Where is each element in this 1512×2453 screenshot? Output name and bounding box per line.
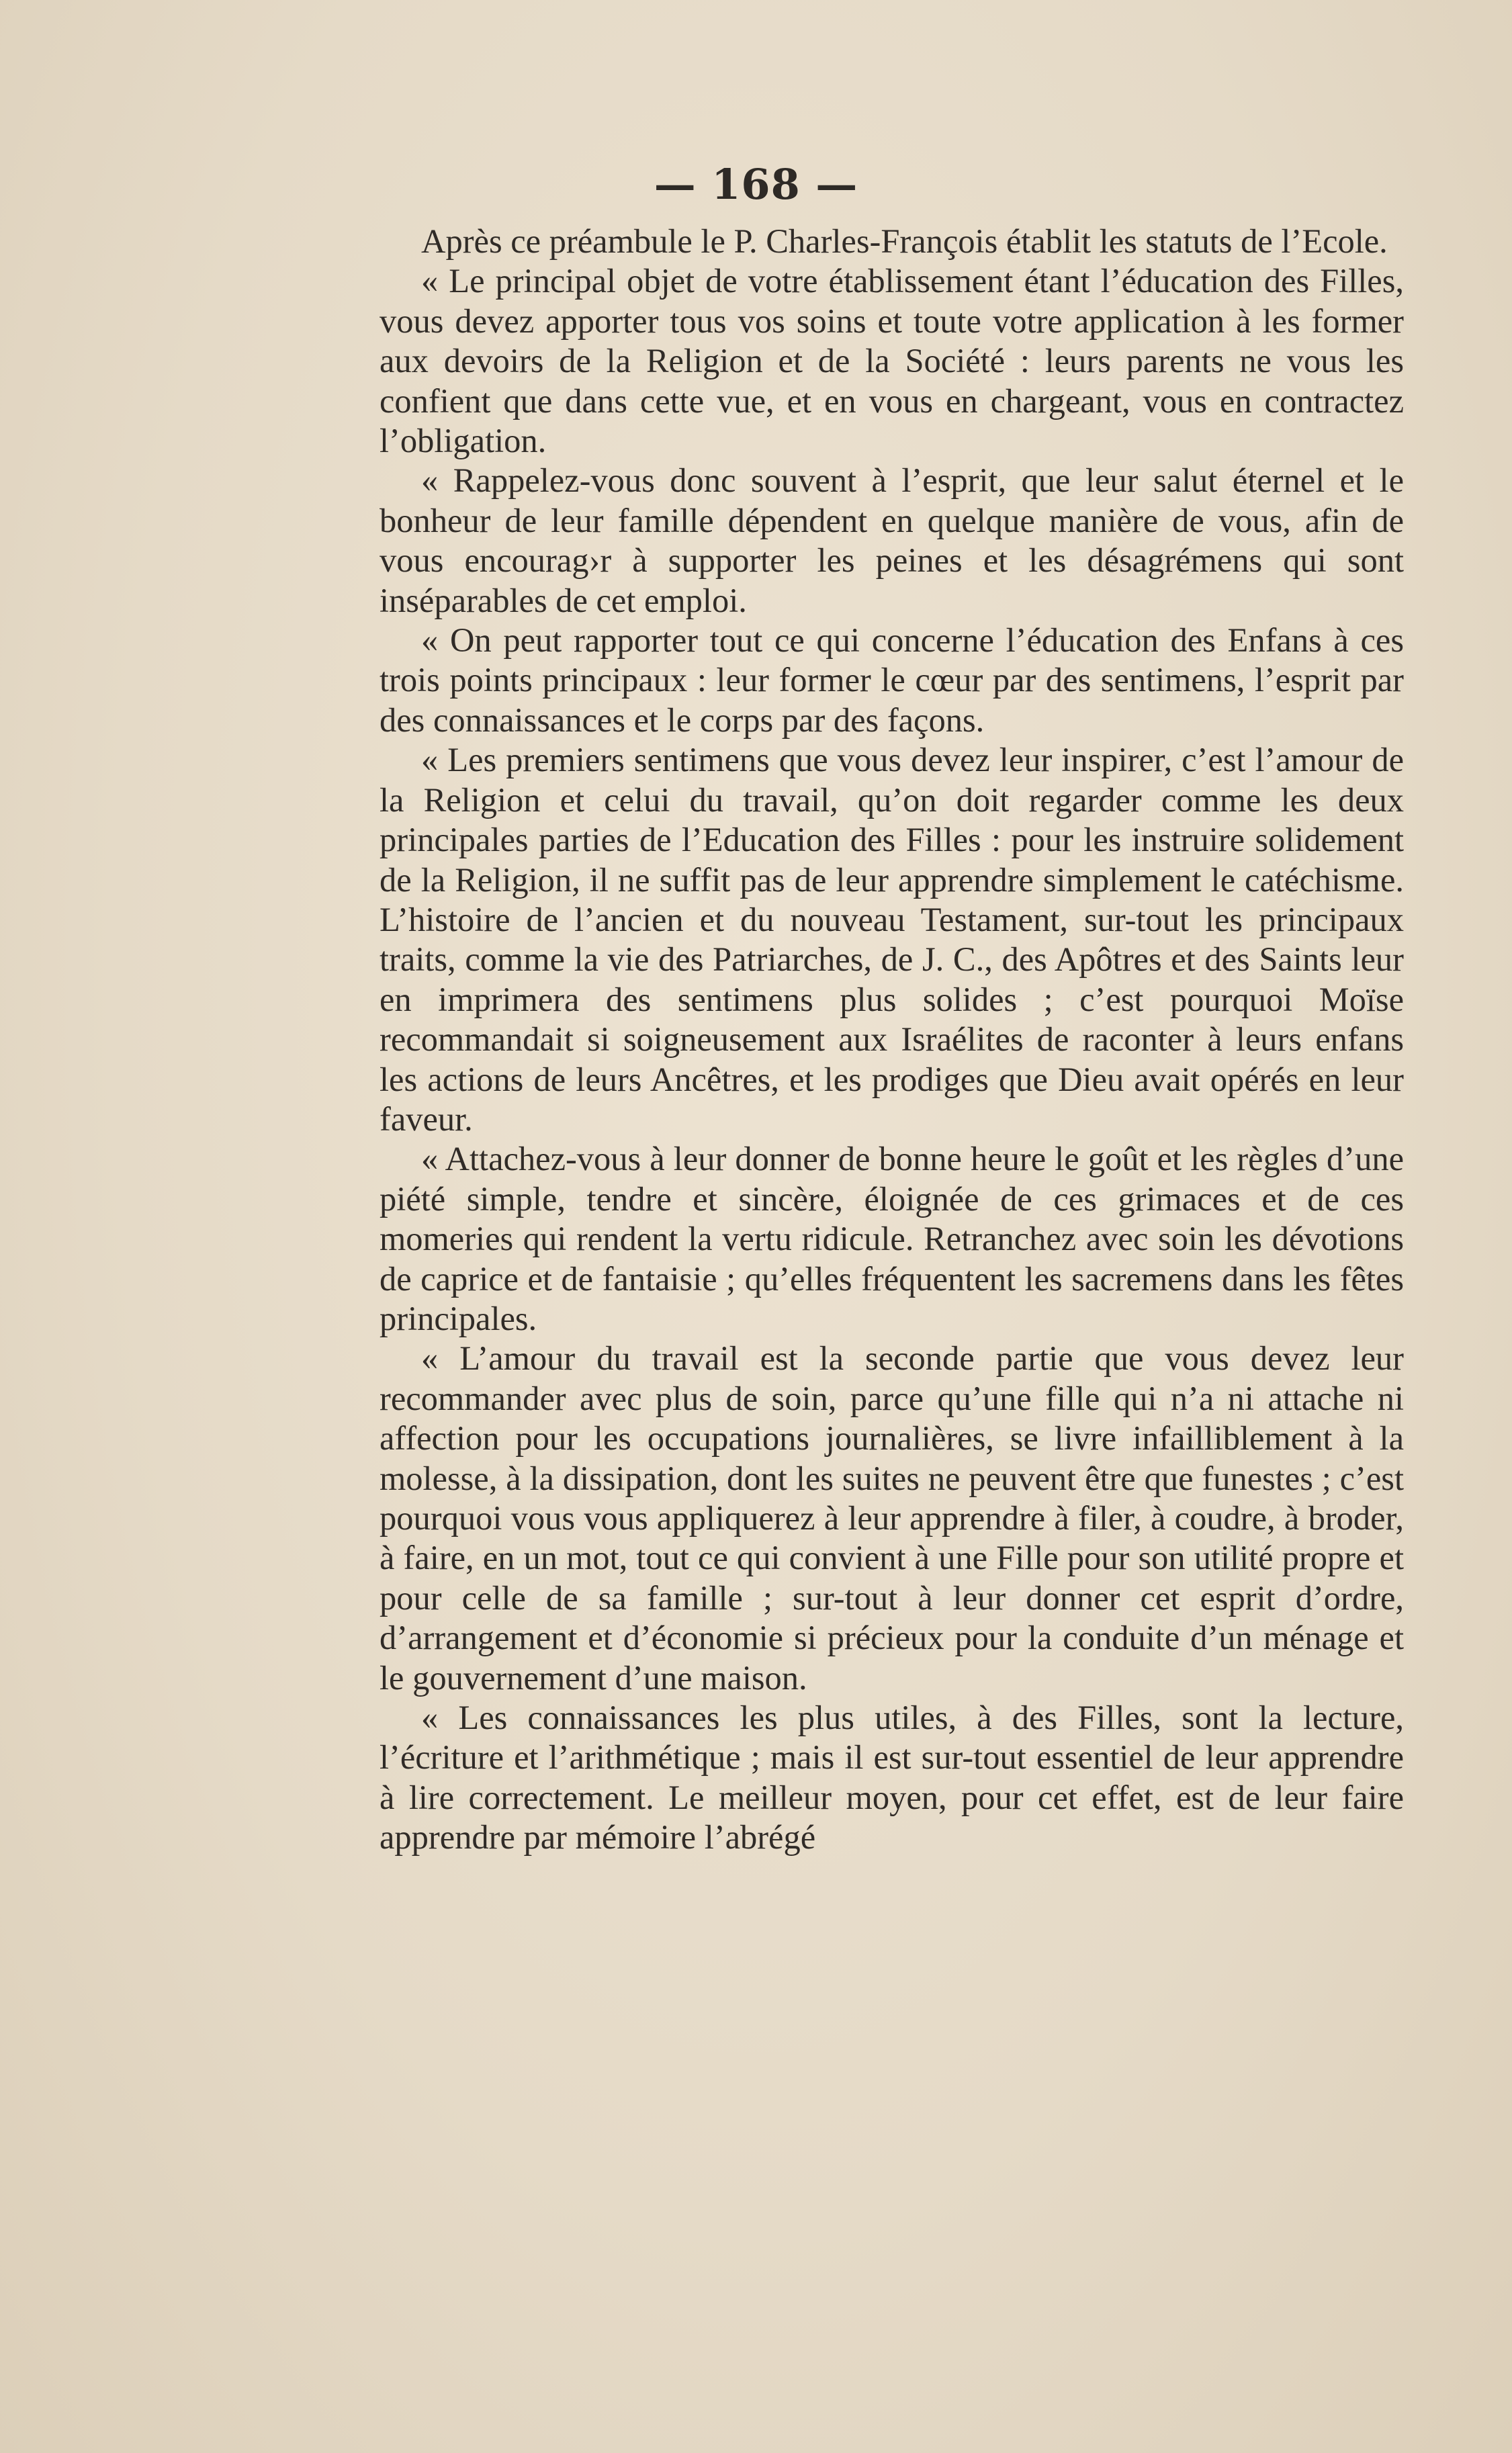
paragraph: « Les connaissances les plus utiles, à des Filles, sont la lecture, l’écriture et l’arithmétique ; mais il est sur-tout essentiel de leur apprendre à lire correctement. Le meilleur moyen, pour cet effet, est de leur faire apprendre par mémoire l’abrégé [380,1699,1404,1857]
paragraph: « Rappelez-vous donc souvent à l’esprit, que leur salut éternel et le bonheur de leur famille dépendent en quelque manière de vous, afin de vous encourag›r à supporter les peines et les désagrémens qui sont inséparables de cet emploi. [380,461,1404,619]
page-number: — 168 — [654,160,858,209]
paragraph: « Attachez-vous à leur donner de bonne heure le goût et les règles d’une piété simple, tendre et sincère, éloignée de ces grimaces et de ces momeries qui rendent la vertu ridicule. Retranchez avec soin les dévotions de caprice et de fantaisie ; qu’elles fréquentent les sacremens dans les fêtes principales. [380,1140,1404,1337]
paragraph: « On peut rapporter tout ce qui concerne l’éducation des Enfans à ces trois points principaux : leur former le cœur par des sentimens, l’esprit par des connaissances et le corps par des façons. [380,621,1404,739]
body-text [380,222,1404,1858]
paragraph: Après ce préambule le P. Charles-François établit les statuts de l’Ecole. [421,222,1388,260]
paragraph: « Les premiers sentimens que vous devez leur inspirer, c’est l’amour de la Religion et celui du travail, qu’on doit regarder comme les deux principales parties de l’Education des Filles : pour les instruire solidement de la Religion, il ne suffit pas de leur apprendre simplement le catéchisme. L’histoire de l’ancien et du nouveau Testament, sur-tout les principaux traits, comme la vie des Patriarches, de J. C., des Apôtres et des Saints leur en imprimera des sentimens plus solides ; c’est pourquoi Moïse recommandait si soigneusement aux Israélites de raconter à leurs enfans les actions de leurs Ancêtres, et les prodiges que Dieu avait opérés en leur faveur. [380,741,1404,1138]
paragraph: « Le principal objet de votre établissement étant l’éducation des Filles, vous devez apporter tous vos soins et toute votre application à les former aux devoirs de la Religion et de la Société : leurs parents ne vous les confient que dans cette vue, et en vous en chargeant, vous en contractez l’obligation. [380,262,1404,460]
paragraph: « L’amour du travail est la seconde partie que vous devez leur recommander avec plus de soin, parce qu’une fille qui n’a ni attache ni affection pour les occupations journalières, se livre infailliblement à la molesse, à la dissipation, dont les suites ne peuvent être que funestes ; c’est pourquoi vous vous appliquerez à leur apprendre à filer, à coudre, à broder, à faire, en un mot, tout ce qui convient à une Fille pour son utilité propre et pour celle de sa famille ; sur-tout à leur donner cet esprit d’ordre, d’arrangement et d’économie si précieux pour la conduite d’un ménage et le gouvernement d’une maison. [380,1339,1404,1697]
